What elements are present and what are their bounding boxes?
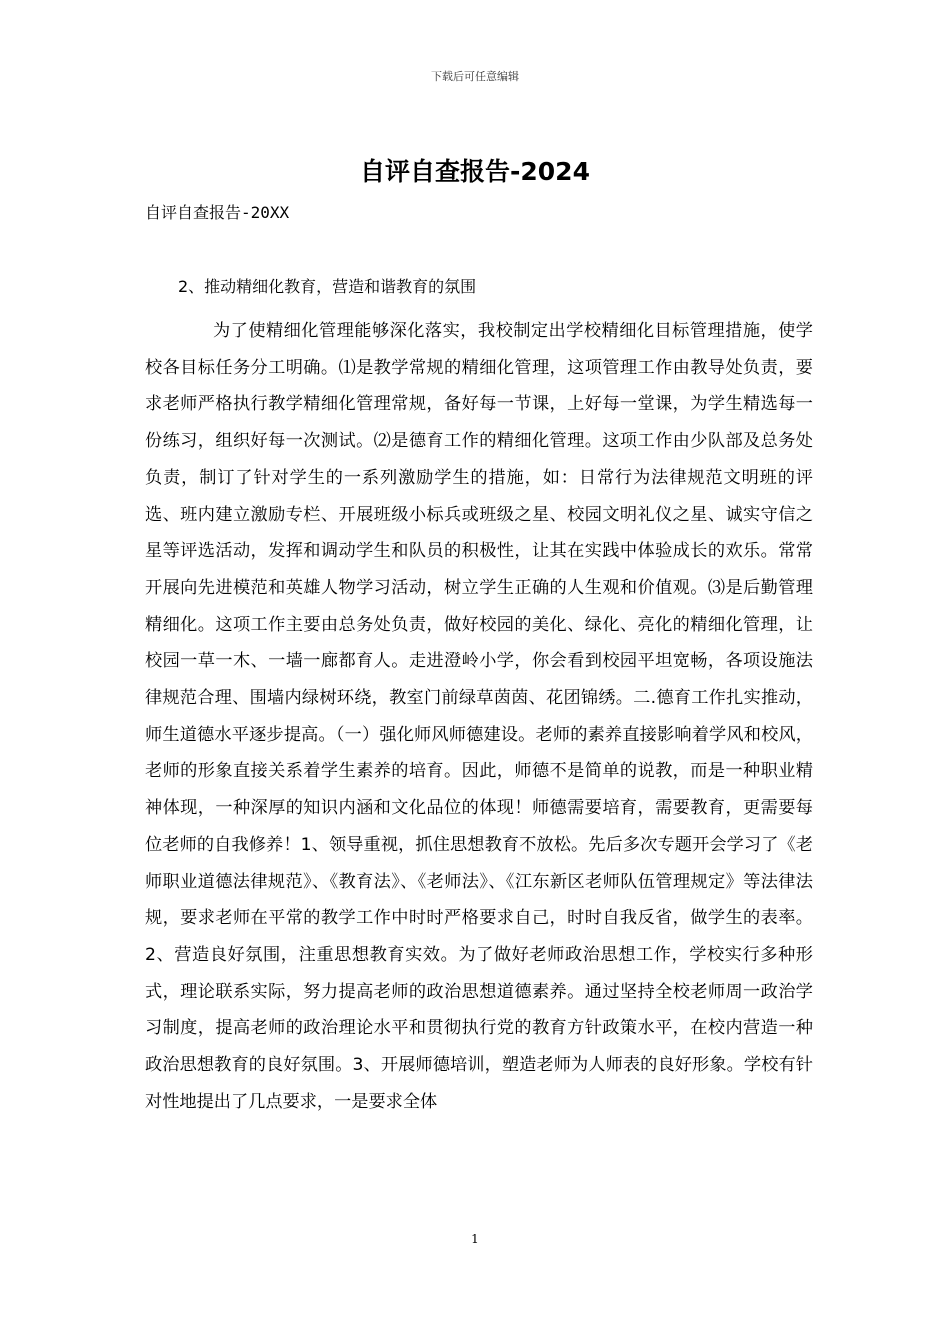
document-subtitle: 自评自查报告-20XX — [145, 203, 290, 222]
page-number: 1 — [471, 1232, 479, 1246]
section-heading: 2、推动精细化教育，营造和谐教育的氛围 — [178, 277, 477, 296]
body-paragraph: 为了使精细化管理能够深化落实，我校制定出学校精细化目标管理措施，使学校各目标任务分工明确。⑴是教学常规的精细化管理，这项管理工作由教导处负责，要求老师严格执行教学精细化管理常规，备好每一节课，上好每一堂课，为学生精选每一份练习，组织好每一次测试。⑵是德育工作的精细化管理。这项工作由少队部及总务处负责，制订了针对学生的一系列激励学生的措施，如：日常行为法律规范文明班的评选、班内建立激励专栏、开展班级小标兵或班级之星、校园文明礼仪之星、诚实守信之星等评选活动，发挥和调动学生和队员的积极性，让其在实践中体验成长的欢乐。常常开展向先进模范和英雄人物学习活动，树立学生正确的人生观和价值观。⑶是后勤管理精细化。这项工作主要由总务处负责，做好校园的美化、绿化、亮化的精细化管理，让校园一草一木、一墙一廊都育人。走进澄岭小学，你会看到校园平坦宽畅，各项设施法律规范合理、围墙内绿树环绕，教室门前绿草茵茵、花团锦绣。二.德育工作扎实推动，师生道德水平逐步提高。（一）强化师风师德建设。老师的素养直接影响着学风和校风，老师的形象直接关系着学生素养的培育。因此，师德不是简单的说教，而是一种职业精神体现，一种深厚的知识内涵和文化品位的体现！师德需要培育，需要教育，更需要每位老师的自我修养！1、领导重视，抓住思想教育不放松。先后多次专题开会学习了《老师职业道德法律规范》、《教育法》、《老师法》、《江东新区老师队伍管理规定》等法律法规，要求老师在平常的教学工作中时时严格要求自己，时时自我反省，做学生的表率。2、营造良好氛围，注重思想教育实效。为了做好老师政治思想工作，学校实行多种形式，理论联系实际，努力提高老师的政治思想道德素养。通过坚持全校老师周一政治学习制度，提高老师的政治理论水平和贯彻执行党的教育方针政策水平，在校内营造一种政治思想教育的良好氛围。3、开展师德培训，塑造老师为人师表的良好形象。学校有针对性地提出了几点要求，一是要求全体 — [145, 321, 813, 1112]
header-note: 下载后可任意编辑 — [431, 70, 519, 83]
page-title: 自评自查报告-2024 — [360, 157, 590, 186]
